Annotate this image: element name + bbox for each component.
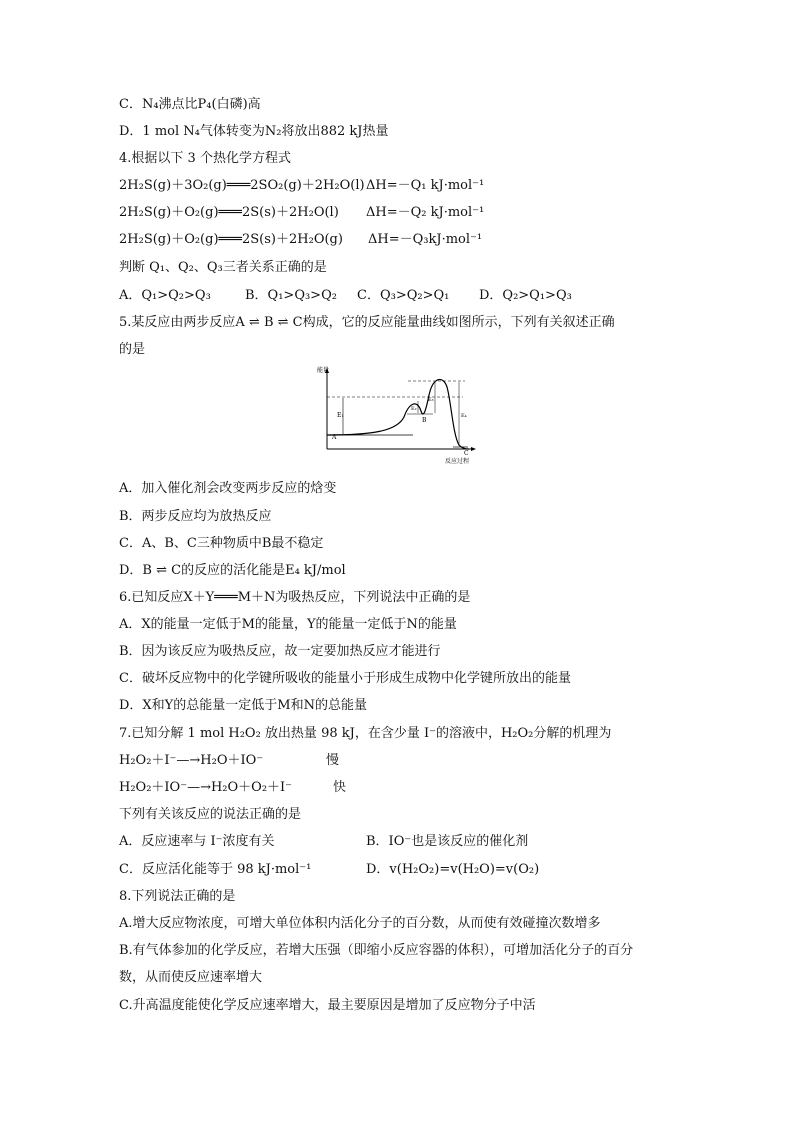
q5-stem-line1: 5.某反应由两步反应A ⇌ B ⇌ C构成，它的反应能量曲线如图所示，下列有关叙述正确 xyxy=(119,315,615,330)
q7-mechanism-1: H₂O₂＋I⁻—→H₂O＋IO⁻ xyxy=(119,753,264,768)
y-axis-label-1: 能量 xyxy=(317,367,330,374)
q5-option-a: A．加入催化剂会改变两步反应的焓变 xyxy=(119,481,337,496)
label-e4: E₄ xyxy=(461,413,467,419)
q7-option-d: D．v(H₂O₂)=v(H₂O)=v(O₂) xyxy=(366,862,540,877)
q4-enthalpy-2: ΔH=－Q₂ kJ·mol⁻¹ xyxy=(366,205,485,220)
q6-option-b: B．因为该反应为吸热反应，故一定要加热反应才能进行 xyxy=(119,644,441,659)
q7-mechanism-2: H₂O₂＋IO⁻—→H₂O＋O₂＋I⁻ xyxy=(119,780,293,795)
q4-stem: 4.根据以下 3 个热化学方程式 xyxy=(119,151,291,166)
label-c: C xyxy=(464,450,469,457)
q4-option-b: B．Q₁>Q₃>Q₂ xyxy=(245,288,337,303)
q6-stem: 6.已知反应X＋Y═══M＋N为吸热反应，下列说法中正确的是 xyxy=(119,590,471,605)
q3-option-c: C．N₄沸点比P₄(白磷)高 xyxy=(119,97,261,112)
q4-option-a: A．Q₁>Q₂>Q₃ xyxy=(119,288,211,303)
energy-curve xyxy=(327,379,469,449)
q8-option-b-line1: B.有气体参加的化学反应，若增大压强（即缩小反应容器的体积），可增加活化分子的百分 xyxy=(119,943,634,958)
q7-speed-1: 慢 xyxy=(326,753,340,768)
q5-stem-line2: 的是 xyxy=(119,342,146,357)
q7-stem: 7.已知分解 1 mol H₂O₂ 放出热量 98 kJ，在含少量 I⁻的溶液中，H₂O₂分解的机理为 xyxy=(119,726,612,741)
q6-option-a: A．X的能量一定低于M的能量，Y的能量一定低于N的能量 xyxy=(119,617,457,632)
q7-option-b: B．IO⁻也是该反应的催化剂 xyxy=(366,834,529,849)
q4-equation-1: 2H₂S(g)＋3O₂(g)═══2SO₂(g)＋2H₂O(l) xyxy=(119,178,365,193)
q4-enthalpy-1: ΔH=－Q₁ kJ·mol⁻¹ xyxy=(366,178,485,193)
q7-speed-2: 快 xyxy=(333,780,347,795)
q8-option-a: A.增大反应物浓度，可增大单位体积内活化分子的百分数，从而使有效碰撞次数增多 xyxy=(119,916,601,931)
x-axis-label: 反应过程 xyxy=(445,458,470,465)
q4-equation-2: 2H₂S(g)＋O₂(g)═══2S(s)＋2H₂O(l) xyxy=(119,205,339,220)
q4-enthalpy-3: ΔH=－Q₃kJ·mol⁻¹ xyxy=(368,232,483,247)
label-e2: E₂ xyxy=(411,406,417,412)
q3-option-d: D．1 mol N₄气体转变为N₂将放出882 kJ热量 xyxy=(119,124,389,139)
label-a: A xyxy=(332,434,337,441)
q7-option-a: A．反应速率与 I⁻浓度有关 xyxy=(119,834,275,849)
q7-question: 下列有关该反应的说法正确的是 xyxy=(119,807,302,822)
q4-question: 判断 Q₁、Q₂、Q₃三者关系正确的是 xyxy=(119,260,327,275)
q6-option-d: D．X和Y的总能量一定低于M和N的总能量 xyxy=(119,698,367,713)
q4-option-d: D．Q₂>Q₁>Q₃ xyxy=(479,288,572,303)
q4-equation-3: 2H₂S(g)＋O₂(g)═══2S(s)＋2H₂O(g) xyxy=(119,232,343,247)
energy-profile-diagram xyxy=(313,365,488,470)
q8-option-b-line2: 数，从而使反应速率增大 xyxy=(119,970,263,985)
q4-option-c: C．Q₃>Q₂>Q₁ xyxy=(357,288,450,303)
q6-option-c: C．破坏反应物中的化学键所吸收的能量小于形成生成物中化学键所放出的能量 xyxy=(119,671,571,686)
q8-stem: 8.下列说法正确的是 xyxy=(119,889,236,904)
label-b: B xyxy=(422,417,427,424)
label-e1: E₁ xyxy=(337,412,344,419)
q7-option-c: C．反应活化能等于 98 kJ·mol⁻¹ xyxy=(119,862,312,877)
q5-option-c: C．A、B、C三种物质中B最不稳定 xyxy=(119,536,324,551)
q5-option-b: B．两步反应均为放热反应 xyxy=(119,509,272,524)
q8-option-c: C.升高温度能使化学反应速率增大，最主要原因是增加了反应物分子中活 xyxy=(119,998,536,1013)
q5-option-d: D．B ⇌ C的反应的活化能是E₄ kJ/mol xyxy=(119,563,346,578)
label-e3: E₃ xyxy=(428,397,434,403)
